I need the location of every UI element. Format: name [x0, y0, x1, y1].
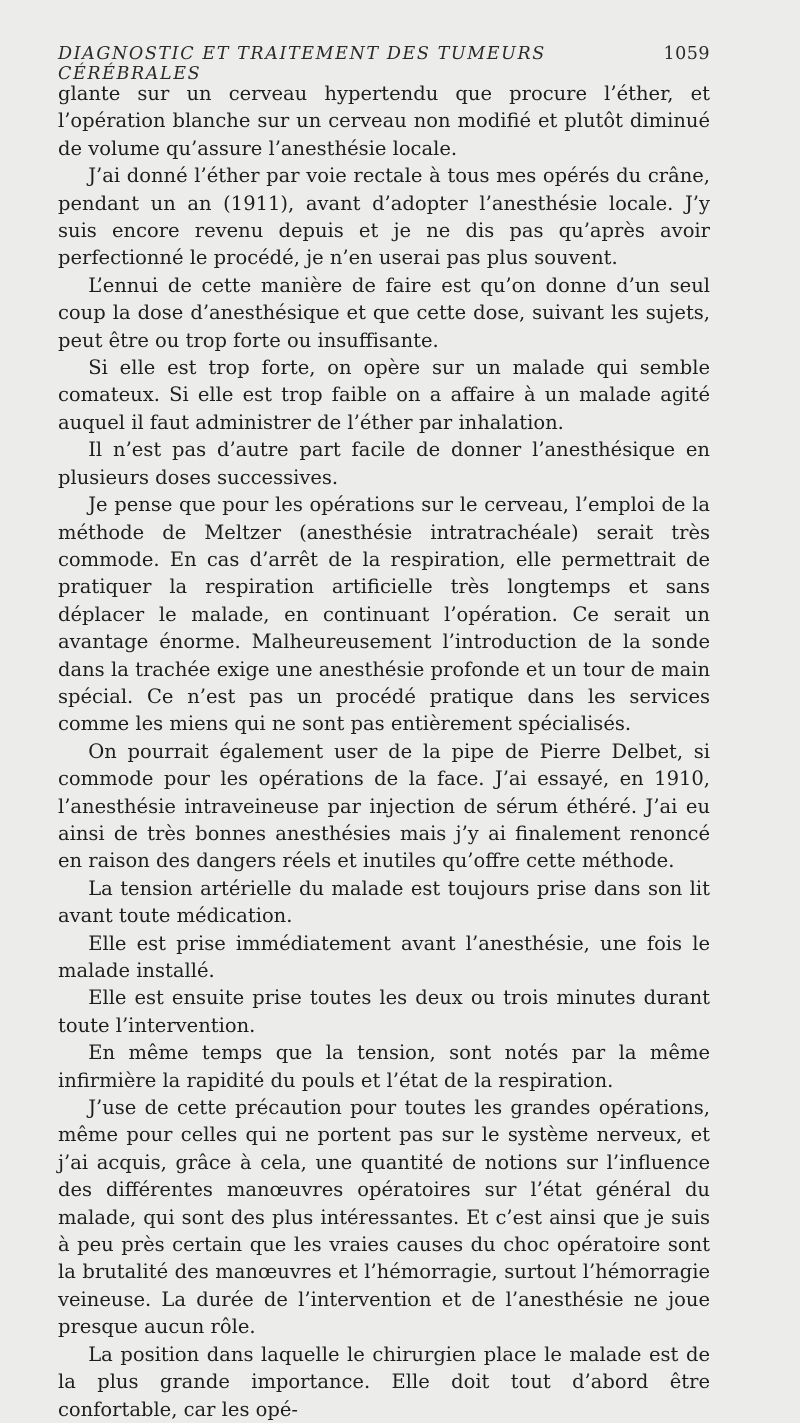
- paragraph: Si elle est trop forte, on opère sur un malade qui semble comateux. Si elle est trop faible on a affaire à un malade agité auquel il faut administrer de l’éther par inhalation.: [58, 356, 710, 434]
- paragraph: J’use de cette précaution pour toutes les grandes opérations, même pour celles qui ne portent pas sur le système nerveux, et j’ai acquis, grâce à cela, une quantité de notions sur l’influence des différentes manœuvres opératoires sur l’état général du malade, qui sont des plus intéressantes. Et c’est ainsi que je suis à peu près certain que les vraies causes du choc opératoire sont la brutalité des manœuvres et l’hémorragie, surtout l’hémorragie veineuse. La durée de l’intervention et de l’anesthésie ne joue presque aucun rôle.: [58, 1096, 710, 1339]
- paragraph: Elle est prise immédiatement avant l’anesthésie, une fois le malade installé.: [58, 931, 710, 982]
- paragraph: L’ennui de cette manière de faire est qu’on donne d’un seul coup la dose d’anesthésique et que cette dose, suivant les sujets, peut être ou trop forte ou insuffisante.: [58, 273, 710, 352]
- paragraph: J’ai donné l’éther par voie rectale à tous mes opérés du crâne, pendant un an (1911), avant d’adopter l’anesthésie locale. J’y suis encore revenu depuis et je ne dis pas qu’après avoir perfectionné le procédé, je n’en userai pas plus souvent.: [58, 164, 710, 270]
- paragraph: La position dans laquelle le chirurgien place le malade est de la plus grande importance. Elle doit tout d’abord être confortable, car les opé-: [58, 1342, 710, 1421]
- paragraph: En même temps que la tension, sont notés par la même infirmière la rapidité du pouls et l’état de la respiration.: [58, 1041, 710, 1092]
- paragraph: Elle est ensuite prise toutes les deux ou trois minutes durant toute l’intervention.: [58, 986, 710, 1037]
- paragraph: Il n’est pas d’autre part facile de donner l’anesthésique en plusieurs doses successives.: [58, 438, 710, 489]
- running-header: [58, 44, 710, 84]
- page-number: 1059: [663, 44, 710, 64]
- running-title: DIAGNOSTIC ET TRAITEMENT DES TUMEURS CÉRÉBRALES: [58, 44, 546, 84]
- paragraph: On pourrait également user de la pipe de Pierre Delbet, si commode pour les opérations de la face. J’ai essayé, en 1910, l’anesthésie intraveineuse par injection de sérum éthéré. J’ai eu ainsi de très bonnes anesthésies mais j’y ai finalement renoncé en raison des dangers réels et inutiles qu’offre cette méthode.: [58, 739, 710, 873]
- paragraph: La tension artérielle du malade est toujours prise dans son lit avant toute médication.: [58, 876, 710, 928]
- paragraph: Je pense que pour les opérations sur le cerveau, l’emploi de la méthode de Meltzer (anesthésie intratrachéale) serait très commode. En cas d’arrêt de la respiration, elle permettrait de pratiquer la respiration artificielle très longtemps et sans déplacer le malade, en continuant l’opération. Ce serait un avantage énorme. Malheureusement l’introduction de la sonde dans la trachée exige une anesthésie profonde et un tour de main spécial. Ce n’est pas un procédé pratique dans les services comme les miens qui ne sont pas entièrement spécialisés.: [58, 493, 710, 736]
- body-text: [58, 80, 710, 1423]
- paragraph-continuation: glante sur un cerveau hypertendu que procure l’éther, et l’opération blanche sur un cerveau non modifié et plutôt diminué de volume qu’assure l’anesthésie locale.: [58, 82, 710, 160]
